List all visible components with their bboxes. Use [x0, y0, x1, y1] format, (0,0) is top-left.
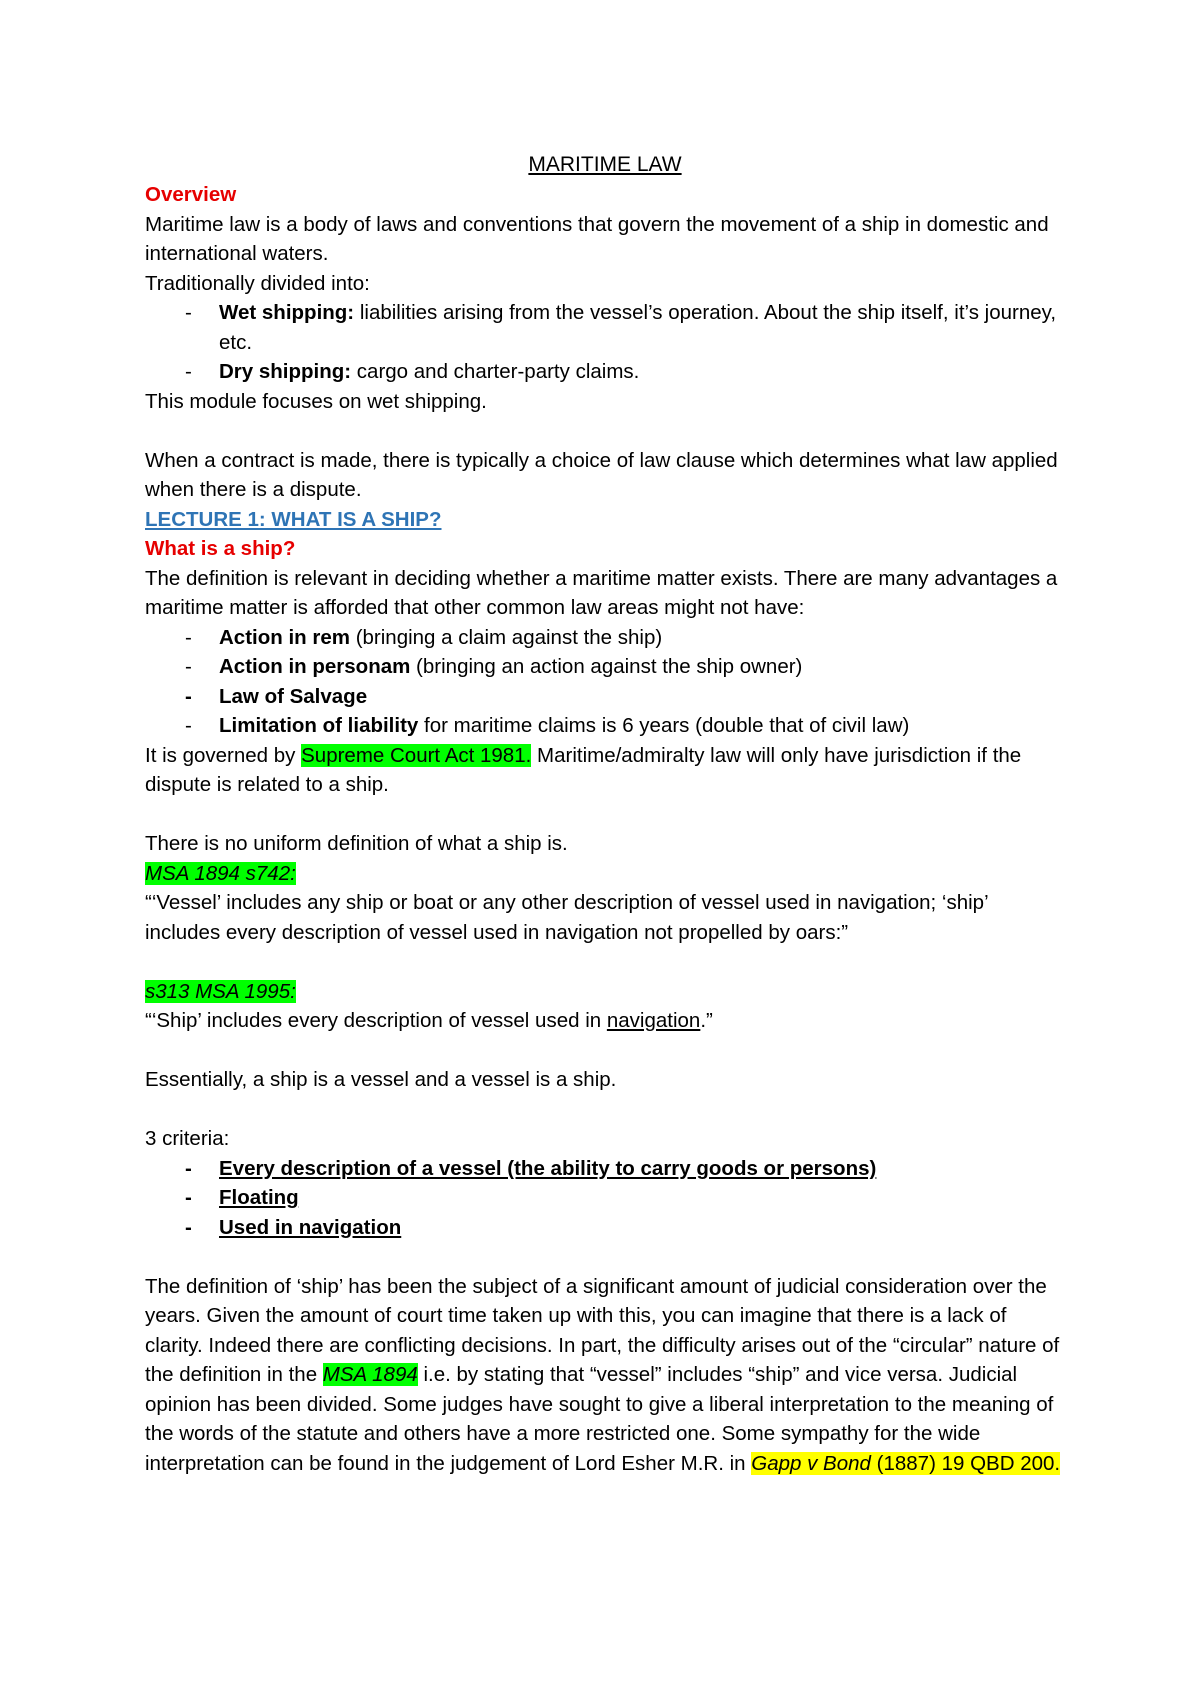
criteria-intro: 3 criteria:: [145, 1127, 230, 1150]
overview-paragraph: Maritime law is a body of laws and conventions that govern the movement of a ship in domestic and international waters.: [145, 212, 1049, 265]
no-uniform-definition: There is no uniform definition of what a ship is.: [145, 832, 568, 855]
dash-bullet: -: [185, 360, 192, 383]
list-item-text: for maritime claims is 6 years (double that of civil law): [418, 714, 910, 737]
case-name: Gapp v Bond: [751, 1451, 871, 1475]
list-item: [145, 1154, 1065, 1184]
module-focus-text: This module focuses on wet shipping.: [145, 389, 487, 413]
dash-bullet: -: [185, 301, 192, 324]
list-item: [145, 652, 1065, 682]
dash-bullet: -: [185, 684, 192, 708]
list-item-text: liabilities arising from the vessel’s operation. About the ship itself, it’s journey, etc.: [219, 301, 1057, 354]
quote-underlined: navigation: [606, 1009, 701, 1032]
supreme-court-act-highlight: Supreme Court Act 1981.: [301, 743, 532, 767]
governed-paragraph: [145, 741, 1065, 800]
dash-bullet: -: [185, 714, 192, 737]
list-item-term: Action in personam: [219, 655, 411, 678]
msa-1894-inline-highlight: MSA 1894: [322, 1363, 418, 1386]
spacer: [145, 800, 1065, 830]
msa-1894-highlight: MSA 1894 s742:: [145, 861, 296, 885]
spacer: [145, 947, 1065, 977]
list-item-text: (bringing a claim against the ship): [350, 625, 663, 649]
judicial-consideration-paragraph: [145, 1272, 1065, 1479]
governed-post: Maritime/admiralty law will only have jurisdiction if the dispute is related to a ship.: [145, 743, 1022, 796]
overview-heading: Overview: [145, 183, 237, 206]
list-item-term: Limitation of liability: [219, 714, 419, 737]
case-citation-highlight: [751, 1452, 1060, 1475]
dash-bullet: -: [185, 655, 192, 678]
final-pre: The definition of ‘ship’ has been the subject of a significant amount of judicial consideration over the years. Given the amount of court time taken up with this, you can imagine that there is a lack of clarity. Indeed there are conflicting decisions. In part, the difficulty arises out of the “circular” nature of the definition in the: [145, 1274, 1060, 1386]
lecture-heading: LECTURE 1: WHAT IS A SHIP?: [145, 507, 442, 531]
quote-post: .”: [700, 1009, 713, 1032]
lecture-subheading: What is a ship?: [145, 537, 296, 560]
msa-1995-highlight: s313 MSA 1995:: [145, 979, 296, 1003]
dash-bullet: -: [185, 1215, 192, 1239]
overview-divided-intro: Traditionally divided into:: [145, 271, 370, 295]
governed-pre: It is governed by: [145, 743, 302, 767]
definition-paragraph: The definition is relevant in deciding whether a maritime matter exists. There are many advantages a maritime matter is afforded that other common law areas might not have:: [145, 566, 1058, 619]
list-item-text: cargo and charter-party claims.: [351, 360, 640, 383]
list-item-text: (bringing an action against the ship owner): [410, 655, 803, 678]
essentially-text: Essentially, a ship is a vessel and a vessel is a ship.: [145, 1068, 617, 1091]
spacer: [145, 416, 1065, 446]
case-cite: (1887) 19 QBD 200.: [870, 1451, 1061, 1475]
list-item: [145, 711, 1065, 741]
dash-bullet: -: [185, 1156, 192, 1180]
dash-bullet: -: [185, 625, 192, 649]
spacer: [145, 1242, 1065, 1272]
list-item: [145, 1213, 1065, 1243]
criterion-text: Every description of a vessel (the ability to carry goods or persons): [219, 1156, 877, 1180]
criterion-text: Floating: [219, 1186, 299, 1209]
list-item: [145, 357, 1065, 387]
advantages-list: [145, 623, 1065, 741]
msa-1894-reference: [145, 859, 1065, 889]
list-item: [145, 298, 1065, 357]
list-item-term: Wet shipping:: [219, 301, 355, 324]
dash-bullet: -: [185, 1186, 192, 1209]
contract-paragraph: When a contract is made, there is typically a choice of law clause which determines what law applied when there is a dispute.: [145, 448, 1058, 501]
list-item-term: Action in rem: [219, 625, 350, 649]
quote-pre: “‘Ship’ includes every description of vessel used in: [145, 1009, 607, 1032]
criteria-list: [145, 1154, 1065, 1243]
spacer: [145, 1036, 1065, 1066]
document-title: MARITIME LAW: [528, 153, 682, 176]
msa-1995-reference: [145, 977, 1065, 1007]
list-item-term: Dry shipping:: [219, 360, 352, 383]
shipping-types-list: [145, 298, 1065, 387]
final-mid: i.e. by stating that “vessel” includes “ship” and vice versa. Judicial opinion has been divided. Some judges have sought to give a liberal interpretation to the meaning of the words of the statute and others have a more restricted one. Some sympathy for the wide interpretation can be found in the judgement of Lord Esher M.R. in: [145, 1363, 1054, 1475]
list-item: [145, 1183, 1065, 1213]
msa-1894-quote: “‘Vessel’ includes any ship or boat or any other description of vessel used in navigation; ‘ship’ includes every description of vessel used in navigation not propelled by oars:”: [145, 891, 988, 944]
list-item: [145, 623, 1065, 653]
list-item: [145, 682, 1065, 712]
document-body: [145, 150, 1065, 1478]
spacer: [145, 1095, 1065, 1125]
msa-1995-quote: [145, 1006, 1065, 1036]
list-item-term: Law of Salvage: [219, 684, 368, 708]
criterion-text: Used in navigation: [219, 1215, 402, 1239]
